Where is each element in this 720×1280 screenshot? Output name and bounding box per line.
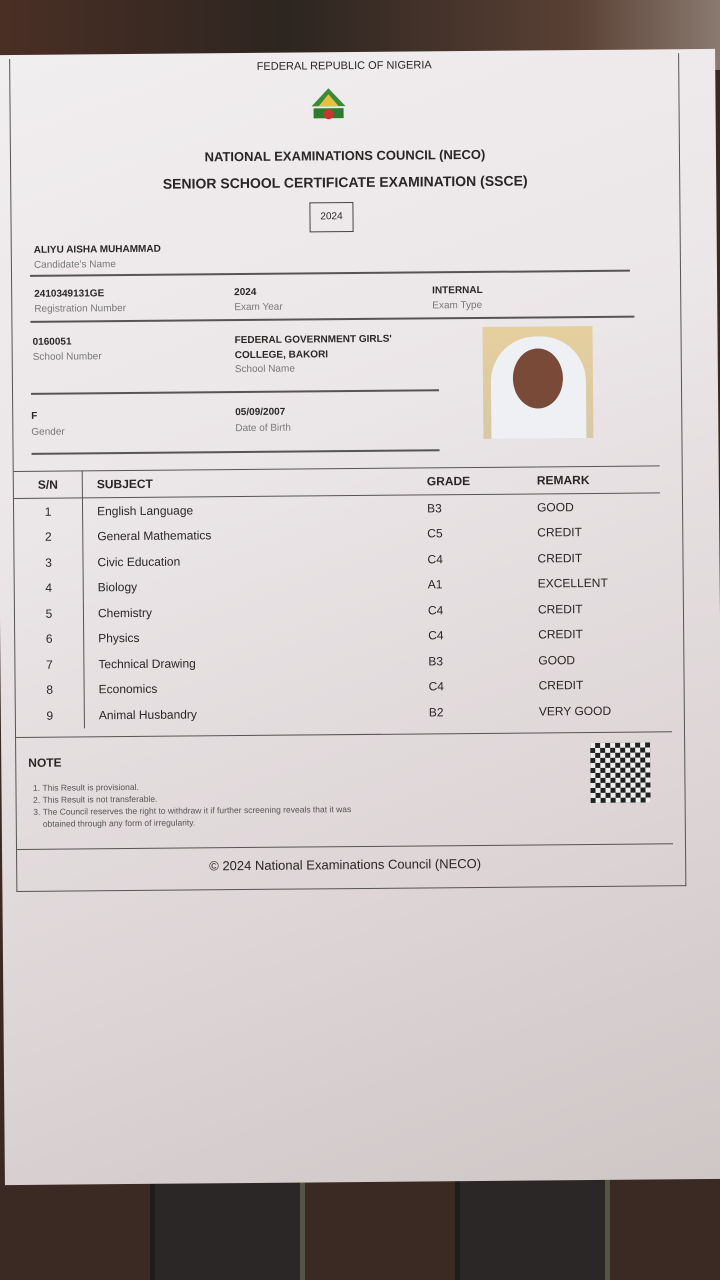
result-sheet <box>0 49 720 1185</box>
results-table <box>14 465 662 728</box>
cell-grade: B3 <box>426 501 442 516</box>
note-section <box>16 731 673 838</box>
cell-grade: C4 <box>427 552 443 567</box>
cell-subject: Technical Drawing <box>98 656 196 672</box>
cell-grade: B3 <box>428 654 444 669</box>
exam-title: SENIOR SCHOOL CERTIFICATE EXAMINATION (SSCE) <box>162 172 528 192</box>
cell-remark: CREDIT <box>538 627 583 642</box>
school-name-label: School Name <box>234 363 295 376</box>
cell-remark: CREDIT <box>537 525 583 540</box>
year-box: 2024 <box>309 202 353 232</box>
cell-subject: Civic Education <box>97 554 181 570</box>
gender-label: Gender <box>31 426 65 438</box>
cell-sn: 9 <box>16 702 85 728</box>
cell-remark: EXCELLENT <box>537 576 608 591</box>
cell-remark: CREDIT <box>537 601 583 617</box>
cell-sn: 6 <box>15 626 84 652</box>
exam-year-label: Exam Year <box>234 301 283 314</box>
note-title: NOTE <box>28 755 62 770</box>
cell-grade: A1 <box>427 577 443 592</box>
candidate-name: ALIYU AISHA MUHAMMAD <box>33 243 161 256</box>
cell-remark: CREDIT <box>537 550 583 566</box>
date-of-birth: 05/09/2007 <box>235 406 286 419</box>
cell-sn: 4 <box>15 575 84 601</box>
school-number: 0160051 <box>32 336 72 348</box>
cell-sn: 7 <box>15 651 84 677</box>
cell-grade: C4 <box>428 628 444 643</box>
registration-number: 2410349131GE <box>34 288 105 300</box>
cell-sn: 1 <box>14 498 83 525</box>
divider <box>30 316 634 323</box>
council-title: NATIONAL EXAMINATIONS COUNCIL (NECO) <box>204 146 486 165</box>
cell-remark: GOOD <box>538 652 576 668</box>
cell-grade: C4 <box>427 603 444 618</box>
cell-grade: C4 <box>428 679 445 694</box>
cell-subject: Economics <box>98 682 158 697</box>
cell-subject: Chemistry <box>97 605 153 621</box>
school-name: FEDERAL GOVERNMENT GIRLS' COLLEGE, BAKORI <box>234 333 392 362</box>
registration-number-label: Registration Number <box>34 303 127 315</box>
result-document <box>9 53 686 892</box>
exam-year: 2024 <box>234 286 257 299</box>
cell-subject: English Language <box>97 503 194 519</box>
note-item: 3. The Council reserves the right to withdraw it if further screening reveals that it was obtained through any form of irregularity. <box>43 803 383 830</box>
divider <box>32 449 440 454</box>
header-sn: S/N <box>14 471 83 499</box>
note-item: 2. This Result is not transferable. <box>43 791 383 806</box>
header-grade: GRADE <box>427 467 537 495</box>
copyright-footer: © 2024 National Examinations Council (NECO) <box>17 843 673 875</box>
cell-subject: Animal Husbandry <box>98 707 197 723</box>
cell-subject: Biology <box>97 580 138 595</box>
header-remark: REMARK <box>537 466 660 494</box>
cell-subject: Physics <box>98 631 140 646</box>
cell-sn: 2 <box>14 524 83 550</box>
exam-type-label: Exam Type <box>432 299 483 312</box>
cell-sn: 5 <box>15 600 84 626</box>
candidate-name-label: Candidate's Name <box>33 259 116 271</box>
cell-remark: VERY GOOD <box>538 703 612 719</box>
school-number-label: School Number <box>32 351 102 363</box>
date-of-birth-label: Date of Birth <box>235 422 291 435</box>
note-item: 1. This Result is provisional. <box>42 779 382 794</box>
divider <box>31 389 439 394</box>
divider <box>30 270 630 277</box>
cell-grade: C5 <box>427 526 443 541</box>
qr-code-icon <box>590 742 651 803</box>
cell-remark: CREDIT <box>538 678 584 693</box>
header-subject: SUBJECT <box>82 468 427 498</box>
country-header: FEDERAL REPUBLIC OF NIGERIA <box>256 59 432 73</box>
cell-remark: GOOD <box>536 499 574 515</box>
cell-subject: General Mathematics <box>97 528 212 544</box>
exam-type: INTERNAL <box>432 284 483 297</box>
coat-of-arms-logo <box>305 86 351 124</box>
candidate-photo <box>482 326 593 439</box>
cell-grade: B2 <box>428 705 444 720</box>
cell-sn: 3 <box>14 549 83 575</box>
table-row <box>16 697 662 728</box>
note-list <box>26 779 382 830</box>
gender: F <box>31 410 38 422</box>
cell-sn: 8 <box>16 677 85 703</box>
